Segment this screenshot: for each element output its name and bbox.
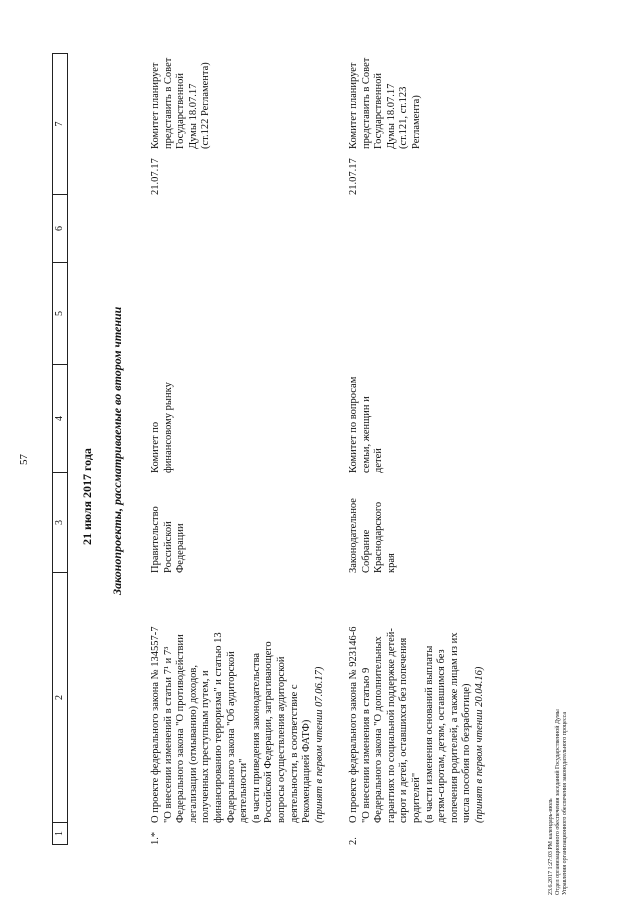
author-line: Российской [162, 521, 174, 573]
row-number: 1.* [150, 831, 161, 845]
title-line: (в части приведения законодательства [250, 652, 262, 823]
title-line: Федерального закона "О противодействии [175, 634, 187, 823]
status-line: Думы 18.07.17 [187, 83, 199, 149]
committee-line: семьи, женщин и [360, 396, 372, 473]
reading-note: (принят в первом чтении 20.04.16) [473, 666, 485, 823]
committee-line: Комитет по вопросам [348, 376, 359, 473]
footer-line: Управления организационного обеспечения законодательного процесса [562, 711, 568, 895]
consideration-date: 21.07.17 [348, 158, 359, 195]
title-line: О проекте федерального закона № 134557-7 [150, 626, 161, 823]
title-line: родителей" [410, 772, 422, 823]
column-header-6: 6 [53, 194, 67, 262]
status-line: Государственной [175, 73, 187, 149]
column-header-1: 1 [53, 822, 67, 844]
section-title: Законопроекты, рассматриваемые во втором чтении [110, 306, 124, 595]
responsible-committee [348, 363, 386, 473]
author-line: Правительство [150, 506, 161, 573]
column-header-row [52, 53, 68, 845]
bill-status [150, 39, 213, 149]
title-line: Рекомендацией ФАТФ) [301, 719, 313, 823]
title-line: числа пособия по безработице) [461, 683, 473, 823]
title-line: легализации (отмыванию) доходов, [187, 665, 199, 823]
title-line: детям-сиротам, детям, оставшимся без [436, 649, 448, 823]
title-line: финансированию терроризма" и статью 13 [212, 632, 224, 823]
author-line: Краснодарского края [373, 501, 397, 573]
title-line: Российской Федерации, затрагивающего [263, 641, 275, 823]
responsible-committee [150, 363, 175, 473]
title-line: "О внесении изменения в статью 9 [360, 667, 372, 823]
column-header-3: 3 [53, 472, 67, 572]
title-line: гарантиях по социальной поддержке детей- [385, 628, 397, 823]
column-header-7: 7 [54, 121, 65, 127]
status-line: (ст.121, ст.123 [398, 86, 410, 149]
page-footer [548, 495, 569, 895]
status-line: Думы 18.07.17 [385, 83, 397, 149]
status-line: Регламента) [410, 95, 422, 149]
row-number: 2. [348, 837, 359, 845]
date-title: 21 июля 2017 года [80, 448, 94, 545]
reading-note: (принят в первом чтении 07.06.17) [313, 666, 325, 823]
status-line: (ст.122 Регламента) [200, 62, 212, 149]
bill-author [348, 483, 398, 573]
footer-line: 23.6.2017 1:27:03 PM календарь-июль [548, 798, 554, 895]
footer-line: Отдел организационного обеспечения заседаний Государственной Думы [555, 709, 561, 895]
page-number: 57 [18, 454, 30, 465]
author-line: Законодательное [348, 498, 359, 573]
status-line: Комитет планирует [348, 62, 359, 149]
title-line: деятельности, в соответствие с [288, 684, 300, 823]
status-line: Комитет планирует [150, 62, 161, 149]
title-line: вопросы осуществления аудиторской [275, 656, 287, 823]
title-line: Федерального закона "Об аудиторской [225, 651, 237, 823]
bill-author [150, 483, 188, 573]
column-header-5: 5 [53, 262, 67, 364]
title-line: Федерального закона "О дополнительных [373, 636, 385, 823]
committee-line: детей [373, 448, 385, 473]
title-line: попечения родителей, а также лицам из их [448, 632, 460, 823]
author-line: Федерации [175, 523, 187, 573]
bill-title [348, 588, 487, 823]
column-header-2: 2 [53, 572, 67, 822]
consideration-date: 21.07.17 [150, 158, 161, 195]
bill-status [348, 39, 424, 149]
column-header-4: 4 [53, 364, 67, 472]
status-line: представить в Совет [360, 57, 372, 149]
committee-line: финансовому рынку [162, 382, 174, 473]
author-line: Собрание [360, 529, 372, 573]
title-line: полученных преступным путем, и [200, 670, 212, 823]
title-line: (в части изменения оснований выплаты [423, 645, 435, 823]
title-line: О проекте федерального закона № 923146-6 [348, 626, 359, 823]
status-line: представить в Совет [162, 57, 174, 149]
title-line: сирот и детей, оставшихся без попечения [398, 637, 410, 823]
title-line: деятельности" [238, 758, 250, 823]
title-line: "О внесении изменений в статьи 7¹ и 7³ [162, 646, 174, 823]
committee-line: Комитет по [150, 421, 161, 473]
status-line: Государственной [373, 73, 385, 149]
bill-title [150, 588, 326, 823]
